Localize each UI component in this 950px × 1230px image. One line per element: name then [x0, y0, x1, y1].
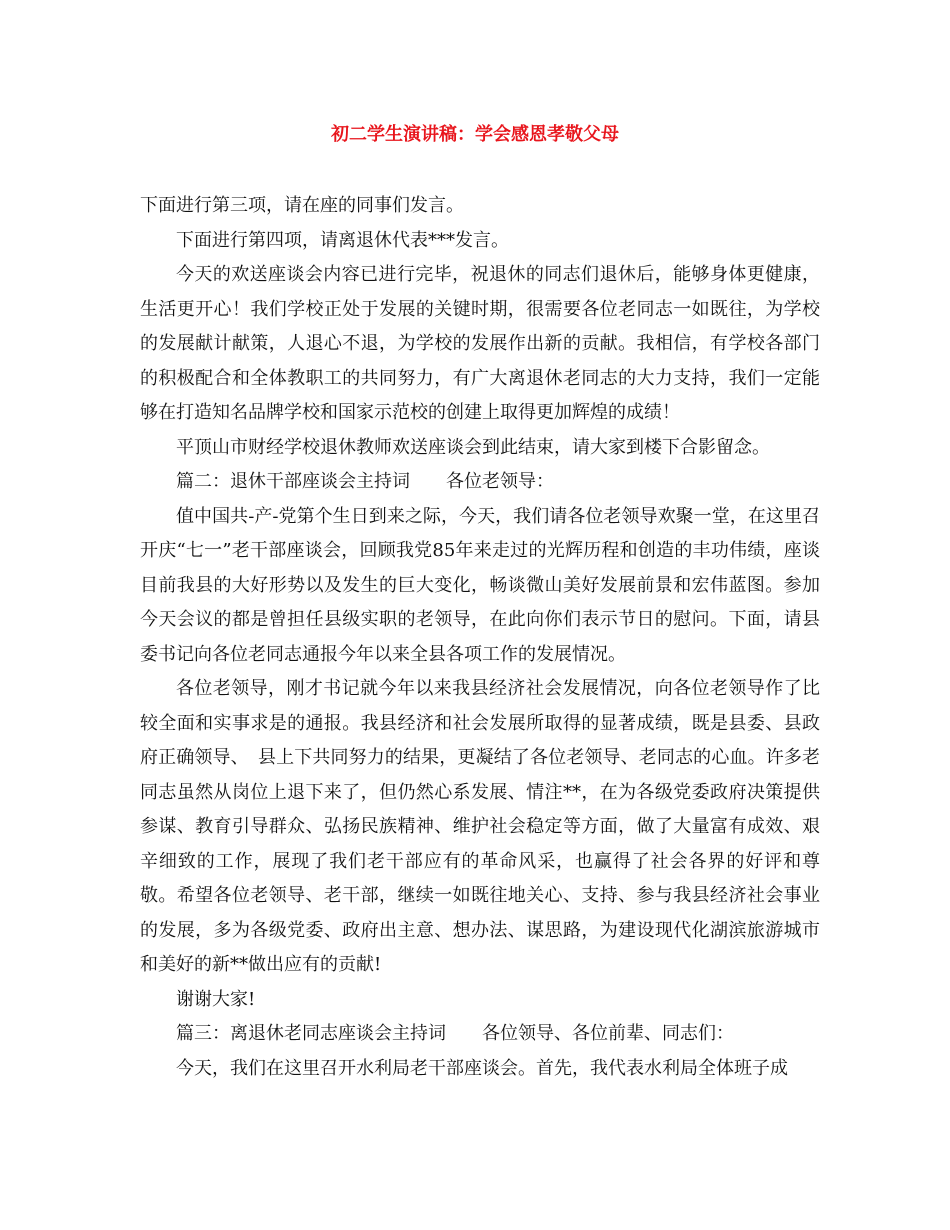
paragraph: 下面进行第四项，请离退休代表***发言。 — [176, 229, 509, 251]
paragraph: 今天的欢送座谈会内容已进行完毕，祝退休的同志们退休后，能够身体更健康，生活更开心！我们学校正处于发展的关键时期，很需要各位老同志一如既往，为学校的发展献计献策，人退心不退，为学校的发展作出新的贡献。我相信，有学校各部门的积极配合和全体教职工的共同努力，有广大离退休老同志的大力支持，我们一定能够在打造知名品牌学校和国家示范校的创建上取得更加辉煌的成绩！ — [140, 264, 820, 423]
section-heading: 篇三：离退休老同志座谈会主持词 各位领导、各位前辈、同志们： — [176, 1023, 734, 1044]
paragraph: 下面进行第三项，请在座的同事们发言。 — [140, 195, 464, 216]
document-title: 初二学生演讲稿：学会感恩孝敬父母 — [331, 124, 619, 145]
paragraph: 谢谢大家! — [176, 988, 256, 1010]
paragraph: 平顶山市财经学校退休教师欢送座谈会到此结束，请大家到楼下合影留念。 — [176, 436, 770, 458]
paragraph: 今天，我们在这里召开水利局老干部座谈会。首先，我代表水利局全体班子成 — [176, 1057, 788, 1079]
section-heading: 篇二：退休干部座谈会主持词 各位老领导： — [176, 471, 554, 492]
paragraph: 各位老领导，刚才书记就今年以来我县经济社会发展情况，向各位老领导作了比较全面和实事求是的通报。我县经济和社会发展所取得的显著成绩，既是县委、县政府正确领导、 县上下共同努力的结果，更凝结了各位老领导、老同志的心血。许多老同志虽然从岗位上退下来了，但仍然心系发展、情注**，在为各级党委政府决策提供参谋、教育引导群众、弘扬民族精神、维护社会稳定等方面，做了大量富有成效、艰辛细致的工作，展现了我们老干部应有的革命风采，也赢得了社会各界的好评和尊敬。希望各位老领导、老干部，继续一如既往地关心、支持、参与我县经济社会事业的发展，多为各级党委、政府出主意、想办法、谋思路，为建设现代化湖滨旅游城市和美好的新**做出应有的贡献! — [140, 678, 820, 975]
paragraph: 值中国共-产-党第个生日到来之际，今天，我们请各位老领导欢聚一堂，在这里召开庆“七一”老干部座谈会，回顾我党85年来走过的光辉历程和创造的丰功伟绩，座谈目前我县的大好形势以及发生的巨大变化，畅谈微山美好发展前景和宏伟蓝图。参加今天会议的都是曾担任县级实职的老领导，在此向你们表示节日的慰问。下面，请县委书记向各位老同志通报今年以来全县各项工作的发展情况。 — [140, 505, 820, 665]
document-body — [140, 189, 820, 1086]
